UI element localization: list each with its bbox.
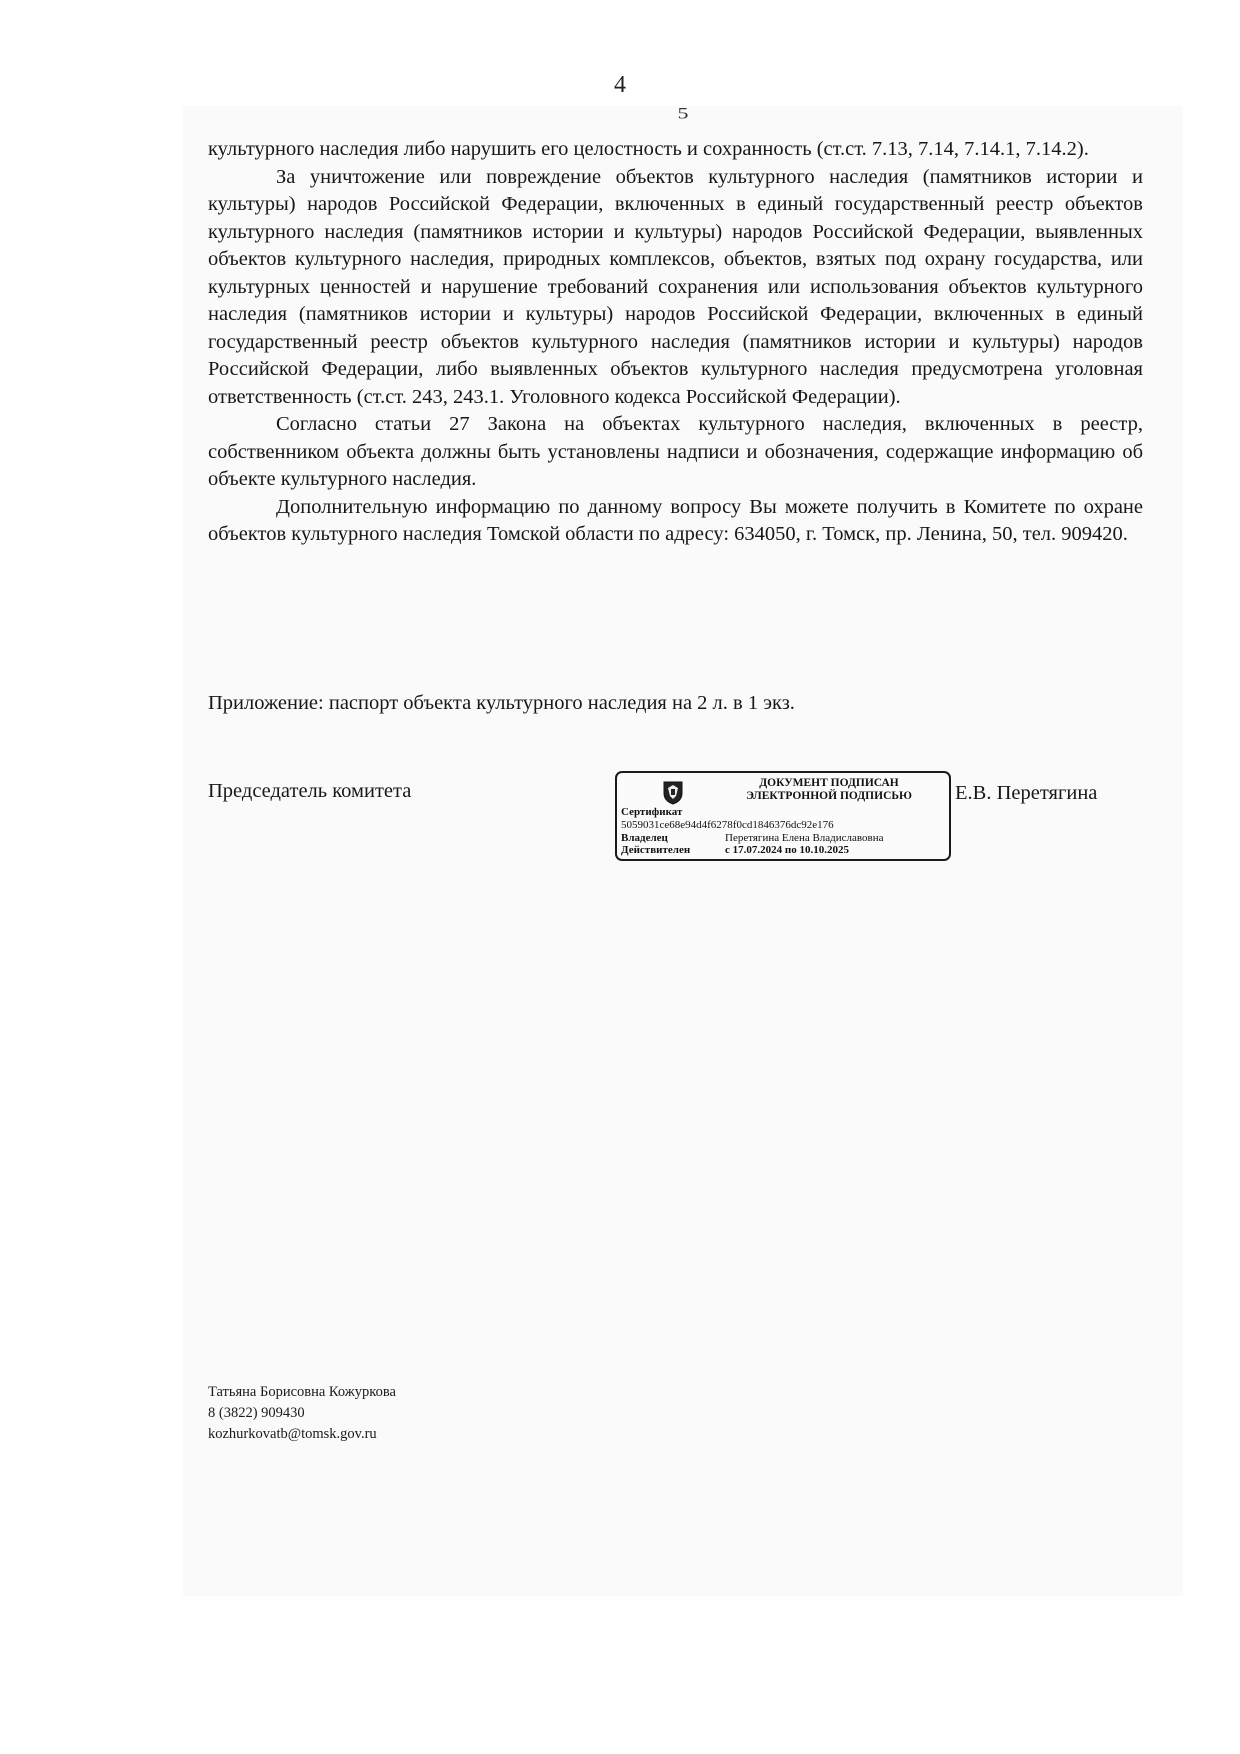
electronic-signature-stamp xyxy=(615,771,951,861)
owner-label: Владелец xyxy=(621,832,668,844)
appendix-note: Приложение: паспорт объекта культурного наследия на 2 л. в 1 экз. xyxy=(208,692,795,714)
contact-block xyxy=(208,1382,396,1445)
signer-title: Председатель комитета xyxy=(208,780,412,802)
contact-email: kozhurkovatb@tomsk.gov.ru xyxy=(208,1426,377,1442)
contact-phone: 8 (3822) 909430 xyxy=(208,1405,305,1421)
page-number: 4 xyxy=(614,72,626,98)
certificate-value: 5059031ce68e94d4f6278f0cd1846376dc92e176 xyxy=(621,819,834,831)
letter-body xyxy=(208,136,1143,549)
owner-value: Перетягина Елена Владиславовна xyxy=(725,832,884,844)
contact-name: Татьяна Борисовна Кожуркова xyxy=(208,1384,396,1400)
paragraph-article-27: Согласно статьи 27 Закона на объектах культурного наследия, включенных в реестр, собственником объекта должны быть установлены надписи и обозначения, содержащие информацию об объекте культурного наследия. xyxy=(208,413,1143,490)
scanned-letter-page xyxy=(183,106,1183,1596)
certificate-label: Сертификат xyxy=(621,806,683,818)
stamp-heading xyxy=(729,777,929,803)
scanned-page-number: 5 xyxy=(677,104,689,123)
signer-name: Е.В. Перетягина xyxy=(955,782,1098,804)
valid-value: с 17.07.2024 по 10.10.2025 xyxy=(725,844,849,856)
paragraph-continuation: культурного наследия либо нарушить его целостность и сохранность (ст.ст. 7.13, 7.14, 7.14.1, 7.14.2). xyxy=(208,138,1089,160)
paragraph-contact-info: Дополнительную информацию по данному вопросу Вы можете получить в Комитете по охране объектов культурного наследия Томской области по адресу: 634050, г. Томск, пр. Ленина, 50, тел. 909420. xyxy=(208,495,1143,545)
coat-of-arms-icon xyxy=(661,779,685,805)
paragraph-criminal-liability: За уничтожение или повреждение объектов культурного наследия (памятников истории и культуры) народов Российской Федерации, включенных в единый государственный реестр объектов культурного наследия (памятников истории и культуры) народов Российской Федерации, выявленных объектов культурного наследия, природных комплексов, объектов, взятых под охрану государства, или культурных ценностей и нарушение требований сохранения или использования объектов культурного наследия (памятников истории и культуры) народов Российской Федерации, включенных в единый государственный реестр объектов культурного наследия (памятников истории и культуры) народов Российской Федерации, либо выявленных объектов культурного наследия предусмотрена уголовная ответственность (ст.ст. 243, 243.1. Уголовного кодекса Российской Федерации). xyxy=(208,165,1143,408)
valid-label: Действителен xyxy=(621,844,691,856)
stamp-heading-line-2: ЭЛЕКТРОННОЙ ПОДПИСЬЮ xyxy=(746,790,912,802)
stamp-heading-line-1: ДОКУМЕНТ ПОДПИСАН xyxy=(759,777,899,789)
